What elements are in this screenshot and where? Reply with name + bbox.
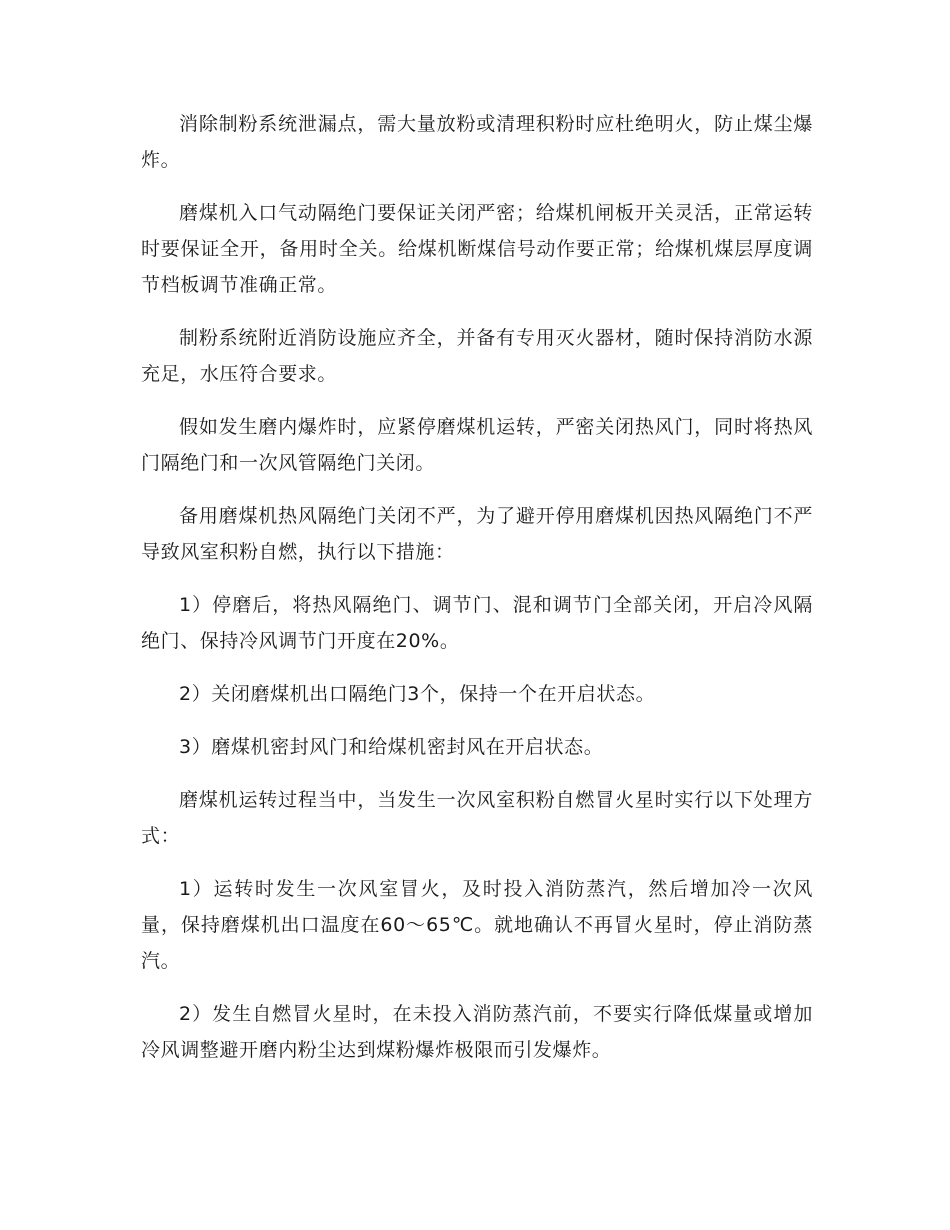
paragraph-3: 制粉系统附近消防设施应齐全，并备有专用灭火器材，随时保持消防水源充足，水压符合要求。: [141, 327, 813, 385]
paragraph-7: 2）关闭磨煤机出口隔绝门3个，保持一个在开启状态。: [179, 683, 656, 705]
paragraph-6: 1）停磨后，将热风隔绝门、调节门、混和调节门全部关闭，开启冷风隔绝门、保持冷风调节门开度在20%。: [141, 594, 813, 652]
paragraph-1: 消除制粉系统泄漏点，需大量放粉或清理积粉时应杜绝明火，防止煤尘爆炸。: [141, 113, 813, 171]
paragraph-8: 3）磨煤机密封风门和给煤机密封风在开启状态。: [179, 736, 604, 758]
paragraph-2: 磨煤机入口气动隔绝门要保证关闭严密；给煤机闸板开关灵活，正常运转时要保证全开，备用时全关。给煤机断煤信号动作要正常；给煤机煤层厚度调节档板调节准确正常。: [141, 202, 813, 296]
paragraph-5: 备用磨煤机热风隔绝门关闭不严，为了避开停用磨煤机因热风隔绝门不严导致风室积粉自燃，执行以下措施：: [141, 505, 813, 563]
document-body: [141, 106, 813, 1085]
paragraph-11: 2）发生自燃冒火星时，在未投入消防蒸汽前，不要实行降低煤量或增加冷风调整避开磨内粉尘达到煤粉爆炸极限而引发爆炸。: [141, 1003, 813, 1061]
paragraph-10: 1）运转时发生一次风室冒火，及时投入消防蒸汽，然后增加冷一次风量，保持磨煤机出口温度在60～65℃。就地确认不再冒火星时，停止消防蒸汽。: [141, 878, 813, 972]
paragraph-9: 磨煤机运转过程当中，当发生一次风室积粉自燃冒火星时实行以下处理方式：: [141, 789, 813, 847]
paragraph-4: 假如发生磨内爆炸时，应紧停磨煤机运转，严密关闭热风门，同时将热风门隔绝门和一次风管隔绝门关闭。: [141, 416, 813, 474]
